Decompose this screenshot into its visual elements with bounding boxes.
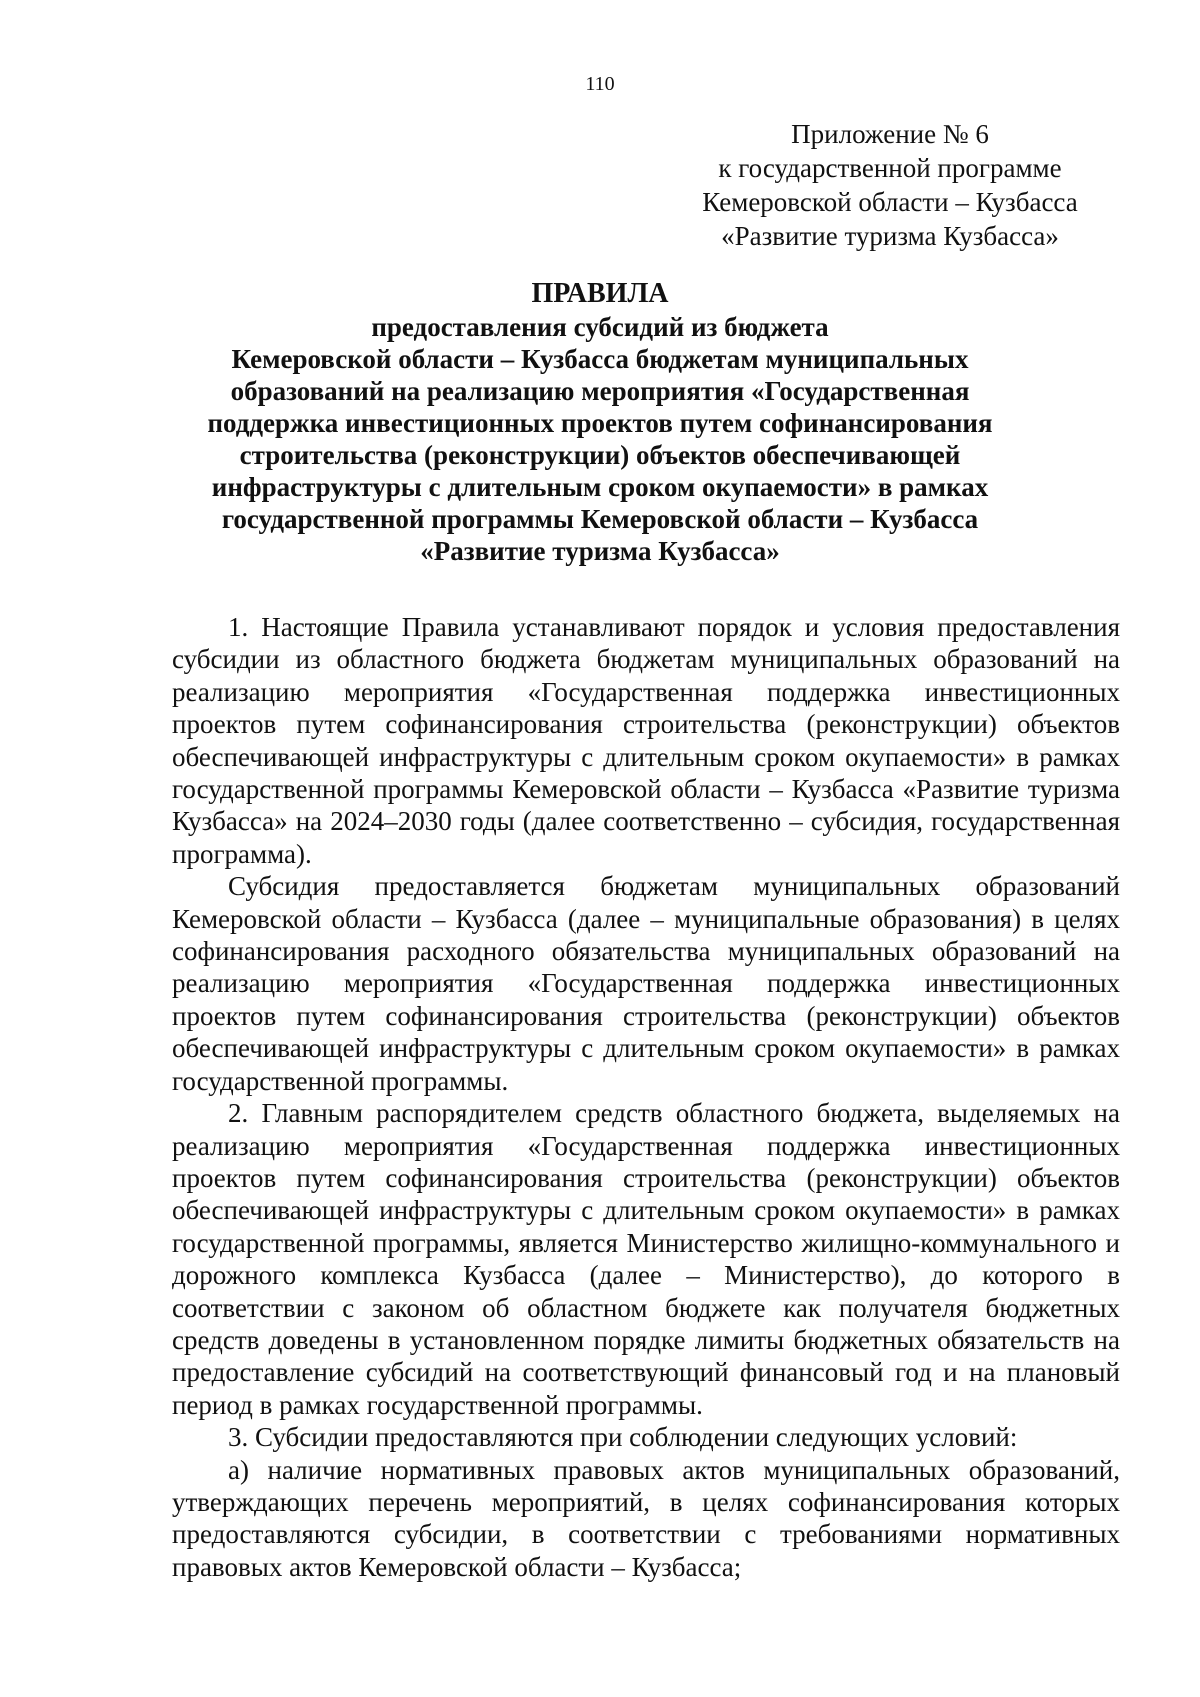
paragraph-2: 2. Главным распорядителем средств областного бюджета, выделяемых на реализацию мероприятия «Государственная поддержка инвестиционных проектов путем софинансирования строительства (реконструкции) объектов обеспечивающей инфраструктуры с длительным сроком окупаемости» в рамках государственной программы, является Министерство жилищно-коммунального и дорожного комплекса Кузбасса (далее – Министерство), до которого в соответствии с законом об областном бюджете как получателя бюджетных средств доведены в установленном порядке лимиты бюджетных обязательств на предоставление субсидий на соответствующий финансовый год и на плановый период в рамках государственной программы. <box>172 1098 1120 1420</box>
document-subtitle-line: образований на реализацию мероприятия «Государственная <box>230 376 970 406</box>
document-body <box>172 611 1120 1583</box>
document-subtitle-line: инфраструктуры с длительным сроком окупаемости» в рамках <box>211 472 989 502</box>
appendix-reference <box>690 117 1090 253</box>
document-subtitle-line: Кемеровской области – Кузбасса бюджетам муниципальных <box>231 344 969 374</box>
document-subtitle-line: государственной программы Кемеровской области – Кузбасса <box>221 504 979 534</box>
paragraph-1: 1. Настоящие Правила устанавливают порядок и условия предоставления субсидии из областного бюджета бюджетам муниципальных образований на реализацию мероприятия «Государственная поддержка инвестиционных проектов путем софинансирования строительства (реконструкции) объектов обеспечивающей инфраструктуры с длительным сроком окупаемости» в рамках государственной программы Кемеровской области – Кузбасса «Развитие туризма Кузбасса» на 2024–2030 годы (далее соответственно – субсидия, государственная программа). <box>172 612 1120 869</box>
document-subtitle-line: предоставления субсидий из бюджета <box>371 312 829 342</box>
page-number: 110 <box>585 73 615 95</box>
paragraph-3: 3. Субсидии предоставляются при соблюдении следующих условий: <box>228 1422 1018 1453</box>
appendix-line: к государственной программе <box>718 153 1062 183</box>
appendix-line: «Развитие туризма Кузбасса» <box>721 221 1059 251</box>
appendix-line: Кемеровской области – Кузбасса <box>702 187 1078 217</box>
document-title-block <box>170 277 1030 567</box>
document-subtitle-line: поддержка инвестиционных проектов путем софинансирования <box>207 408 993 438</box>
document-subtitle-line: строительства (реконструкции) объектов обеспечивающей <box>239 440 961 470</box>
document-subtitle-line: «Развитие туризма Кузбасса» <box>420 536 780 566</box>
paragraph-3a: а) наличие нормативных правовых актов муниципальных образований, утверждающих перечень мероприятий, в целях софинансирования которых предоставляются субсидии, в соответствии с требованиями нормативных правовых актов Кемеровской области – Кузбасса; <box>172 1454 1120 1582</box>
paragraph-1-continued: Субсидия предоставляется бюджетам муниципальных образований Кемеровской области – Кузбасса (далее – муниципальные образования) в целях софинансирования расходного обязательства муниципальных образований на реализацию мероприятия «Государственная поддержка инвестиционных проектов путем софинансирования строительства (реконструкции) объектов обеспечивающей инфраструктуры с длительным сроком окупаемости» в рамках государственной программы. <box>172 871 1120 1096</box>
appendix-line: Приложение № 6 <box>791 119 989 149</box>
document-title: ПРАВИЛА <box>531 278 669 309</box>
